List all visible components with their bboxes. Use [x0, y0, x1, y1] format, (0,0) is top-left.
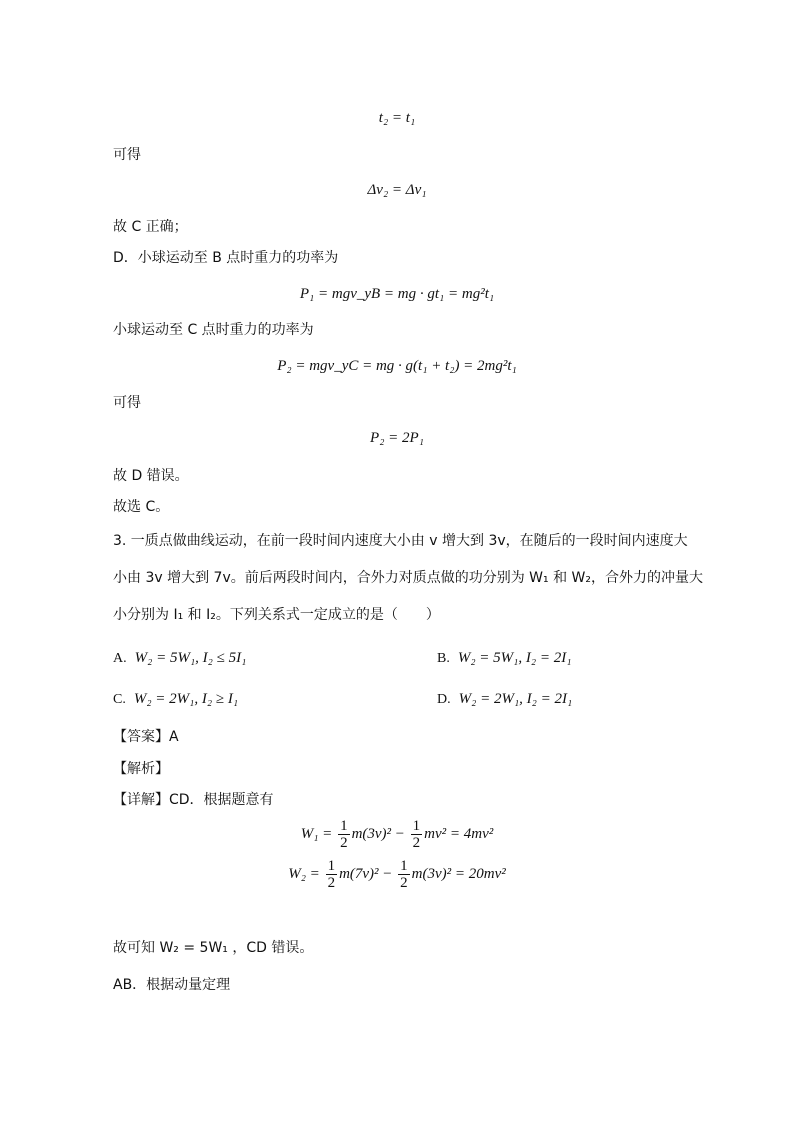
- fraction-den: 2: [400, 875, 408, 891]
- equation-p2: P₂ = mgv_yC = mg · g(t₁ + t₂) = 2mg²t₁: [277, 358, 517, 374]
- fraction-half: [326, 858, 338, 891]
- option-c-value: W₂ = 2W₁, I₂ ≥ I₁: [133, 691, 239, 707]
- w1-lhs: W₁ =: [300, 825, 333, 842]
- w1-term-1: m(3v)²: [351, 825, 392, 842]
- fraction-den: 2: [412, 835, 421, 851]
- option-c: [113, 689, 238, 710]
- fraction-num: 1: [340, 818, 348, 834]
- fraction-num: 1: [327, 858, 336, 874]
- w1-term-2: mv² = 4mv²: [424, 825, 494, 842]
- fraction-den: 2: [340, 835, 348, 851]
- text-c-intro: 小球运动至 C 点时重力的功率为: [113, 322, 314, 338]
- text-kede-1: 可得: [113, 147, 141, 163]
- fraction-half: [398, 858, 410, 891]
- w2-term-1: m(7v)²: [339, 865, 379, 882]
- fraction-num: 1: [412, 818, 421, 834]
- text-choose-c: 故选 C。: [113, 499, 170, 515]
- equation-w2: [0, 858, 794, 891]
- text-c-correct: 故 C 正确；: [113, 219, 188, 235]
- w1-minus: −: [394, 825, 405, 842]
- text-conclude-w: 故可知 W₂ = 5W₁ ，CD 错误。: [113, 940, 314, 956]
- question-3-line-3: 小分别为 I₁ 和 I₂。下列关系式一定成立的是（ ）: [113, 607, 440, 623]
- text-answer: 【答案】A: [113, 729, 179, 745]
- option-a-value: W₂ = 5W₁, I₂ ≤ 5I₁: [134, 650, 247, 666]
- question-3-line-1: 3. 一质点做曲线运动，在前一段时间内速度大小由 v 增大到 3v，在随后的一段时间内速度大: [113, 533, 688, 549]
- option-c-label: C.: [113, 692, 126, 707]
- option-b-value: W₂ = 5W₁, I₂ = 2I₁: [457, 650, 572, 666]
- question-3-line-2: 小由 3v 增大到 7v。前后两段时间内，合外力对质点做的功分别为 W₁ 和 W₂，合外力的冲量大: [113, 570, 703, 586]
- option-a: [113, 648, 246, 669]
- text-ab-intro: AB．根据动量定理: [113, 977, 231, 993]
- text-detail: 【详解】CD．根据题意有: [113, 792, 274, 808]
- text-kede-2: 可得: [113, 395, 141, 411]
- equation-p1: P₁ = mgv_yB = mg · gt₁ = mg²t₁: [299, 286, 495, 302]
- option-a-label: A.: [113, 651, 127, 666]
- text-d-wrong: 故 D 错误。: [113, 468, 189, 484]
- equation-t2-t1: t₂ = t₁: [378, 110, 416, 126]
- w2-lhs: W₂ =: [288, 865, 320, 882]
- fraction-num: 1: [400, 858, 408, 874]
- fraction-half: [411, 818, 423, 851]
- equation-delta-v: Δv₂ = Δv₁: [367, 182, 427, 198]
- text-d-intro: D．小球运动至 B 点时重力的功率为: [113, 250, 339, 266]
- option-d-value: W₂ = 2W₁, I₂ = 2I₁: [458, 691, 573, 707]
- fraction-half: [338, 818, 350, 851]
- equation-w1: [0, 818, 794, 851]
- option-d-label: D.: [437, 692, 451, 707]
- fraction-den: 2: [327, 875, 336, 891]
- option-b: [437, 648, 571, 669]
- w2-minus: −: [382, 865, 393, 882]
- equation-p2-2p1: P₂ = 2P₁: [370, 430, 424, 446]
- w2-term-2: m(3v)² = 20mv²: [411, 865, 506, 882]
- text-analysis: 【解析】: [113, 761, 169, 777]
- option-b-label: B.: [437, 651, 450, 666]
- option-d: [437, 689, 572, 710]
